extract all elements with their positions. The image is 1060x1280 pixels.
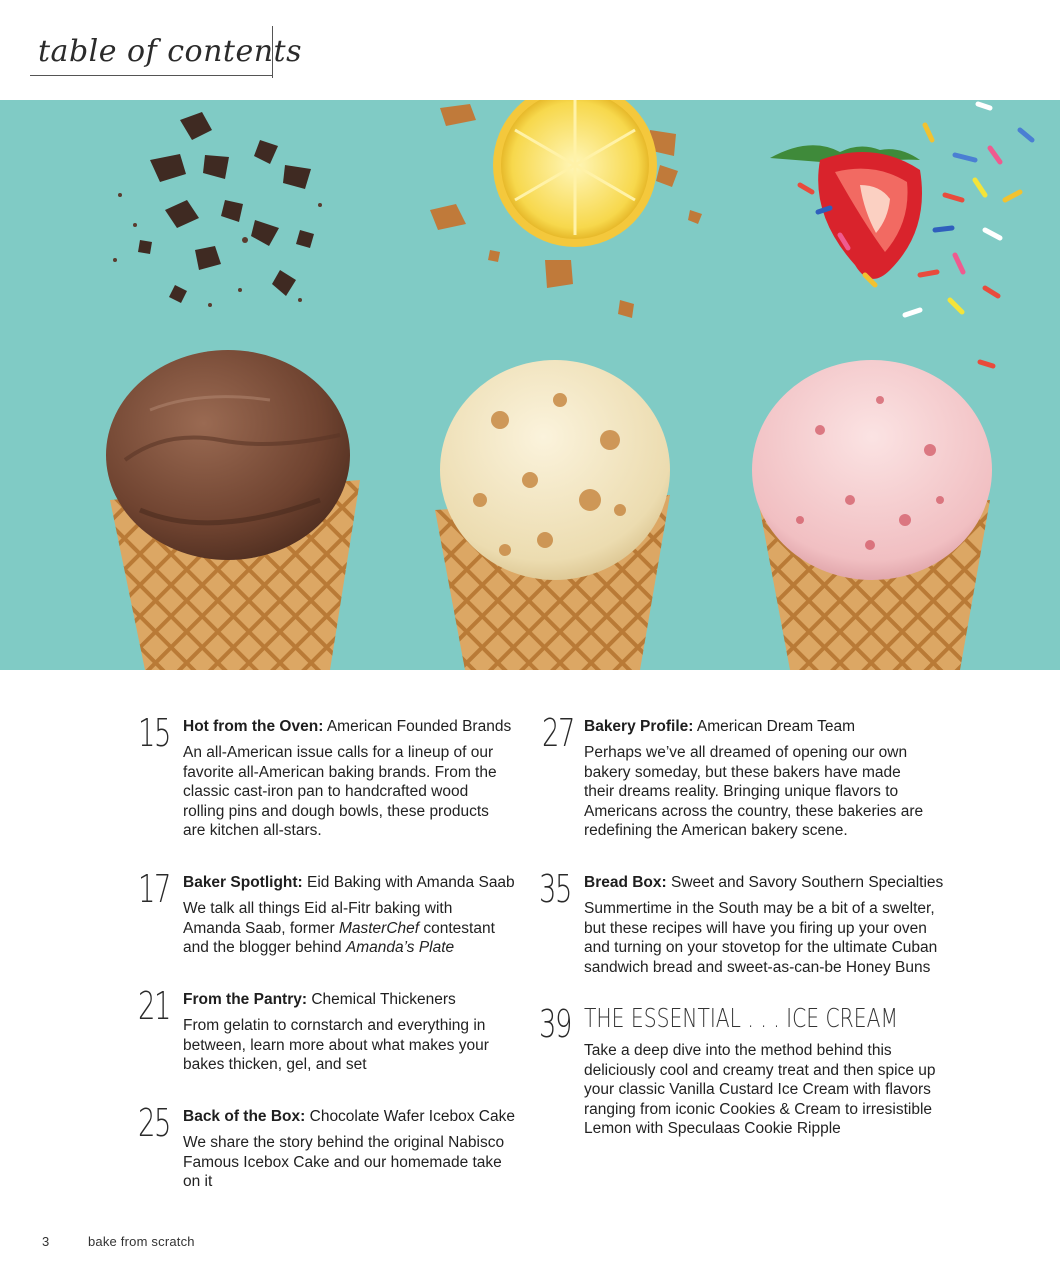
desc-italic: Amanda’s Plate: [345, 939, 455, 957]
desc-text: We talk all things Eid al-Fitr baking with Amanda Saab, former: [183, 900, 453, 937]
page-number: 17: [138, 867, 170, 911]
entry-label: Hot from the Oven:: [183, 718, 324, 735]
entry-title: [183, 990, 543, 1010]
toc-entry[interactable]: [138, 711, 543, 841]
page-number: 39: [539, 1002, 571, 1046]
entry-description: Perhaps we’ve all dreamed of opening our own bakery someday, but these bakers have made their dreams reality. Bringing unique flavors to Americans across the country, these bakeries are redefining the American bakery scene.: [584, 744, 924, 840]
entry-title: [584, 717, 944, 737]
section-header: [30, 26, 302, 76]
folio-page-number: 3: [42, 1234, 50, 1249]
entry-headline: American Founded Brands: [326, 718, 512, 735]
entry-label: Baker Spotlight:: [183, 874, 303, 891]
entry-title: [183, 1107, 543, 1127]
toc-entry[interactable]: [539, 1002, 944, 1139]
desc-italic: MasterChef: [338, 919, 420, 937]
entry-headline: Chocolate Wafer Icebox Cake: [309, 1108, 515, 1125]
entry-description: We share the story behind the original Nabisco Famous Icebox Cake and our homemade take on it: [183, 1134, 505, 1191]
entry-label: From the Pantry:: [183, 991, 308, 1008]
magazine-name: bake from scratch: [88, 1234, 195, 1249]
entry-description: An all-American issue calls for a lineup of our favorite all-American baking brands. From the classic cast-iron pan to handcrafted wood rolling pins and dough bowls, these products are kitchen all-stars.: [183, 744, 497, 840]
entry-description: [183, 899, 513, 958]
chocolate-scoop: [106, 350, 350, 560]
toc-entry[interactable]: [542, 711, 944, 841]
page-number: 35: [539, 867, 571, 911]
ice-cream-illustration: [0, 100, 1060, 670]
hero-image: [0, 100, 1060, 670]
toc-entry[interactable]: [138, 984, 543, 1075]
entry-title: [183, 717, 543, 737]
page-number: 21: [138, 984, 170, 1028]
entry-description: From gelatin to cornstarch and everything in between, learn more about what makes your bakes thicken, gel, and set: [183, 1017, 489, 1074]
page-number: 15: [138, 711, 170, 755]
entry-description: Summertime in the South may be a bit of a swelter, but these recipes will have you firing up your oven and turning on your stovetop for the ultimate Cuban sandwich bread and sweet-as-can-be Honey Buns: [584, 900, 938, 976]
entry-label: Bread Box:: [584, 874, 667, 891]
entry-headline: Chemical Thickeners: [311, 991, 456, 1008]
toc-entry[interactable]: [138, 867, 543, 958]
entry-title: [183, 873, 543, 893]
entry-headline: American Dream Team: [696, 718, 856, 735]
header-rule-horizontal: [30, 75, 273, 76]
vanilla-scoop: [440, 360, 670, 580]
entry-description: Take a deep dive into the method behind this deliciously cool and creamy treat and then spice up your classic Vanilla Custard Ice Cream with flavors ranging from iconic Cookies & Cream to irresistible Lemon with Speculaas Cookie Ripple: [584, 1042, 936, 1138]
entry-title: [584, 873, 944, 893]
page-number: 25: [138, 1101, 170, 1145]
toc-entry[interactable]: [138, 1101, 543, 1192]
feature-title: THE ESSENTIAL . . . ICE CREAM: [584, 1004, 898, 1034]
desc-text: contestant and the blogger behind: [183, 919, 495, 957]
entry-headline: Eid Baking with Amanda Saab: [307, 874, 515, 891]
page-number: 27: [542, 711, 574, 755]
strawberry-scoop: [752, 360, 992, 580]
entry-headline: Sweet and Savory Southern Specialties: [671, 874, 944, 891]
section-title: table of contents: [38, 34, 302, 69]
toc-entry[interactable]: [539, 867, 944, 977]
entry-label: Bakery Profile:: [584, 718, 694, 735]
entry-label: Back of the Box:: [183, 1108, 306, 1125]
